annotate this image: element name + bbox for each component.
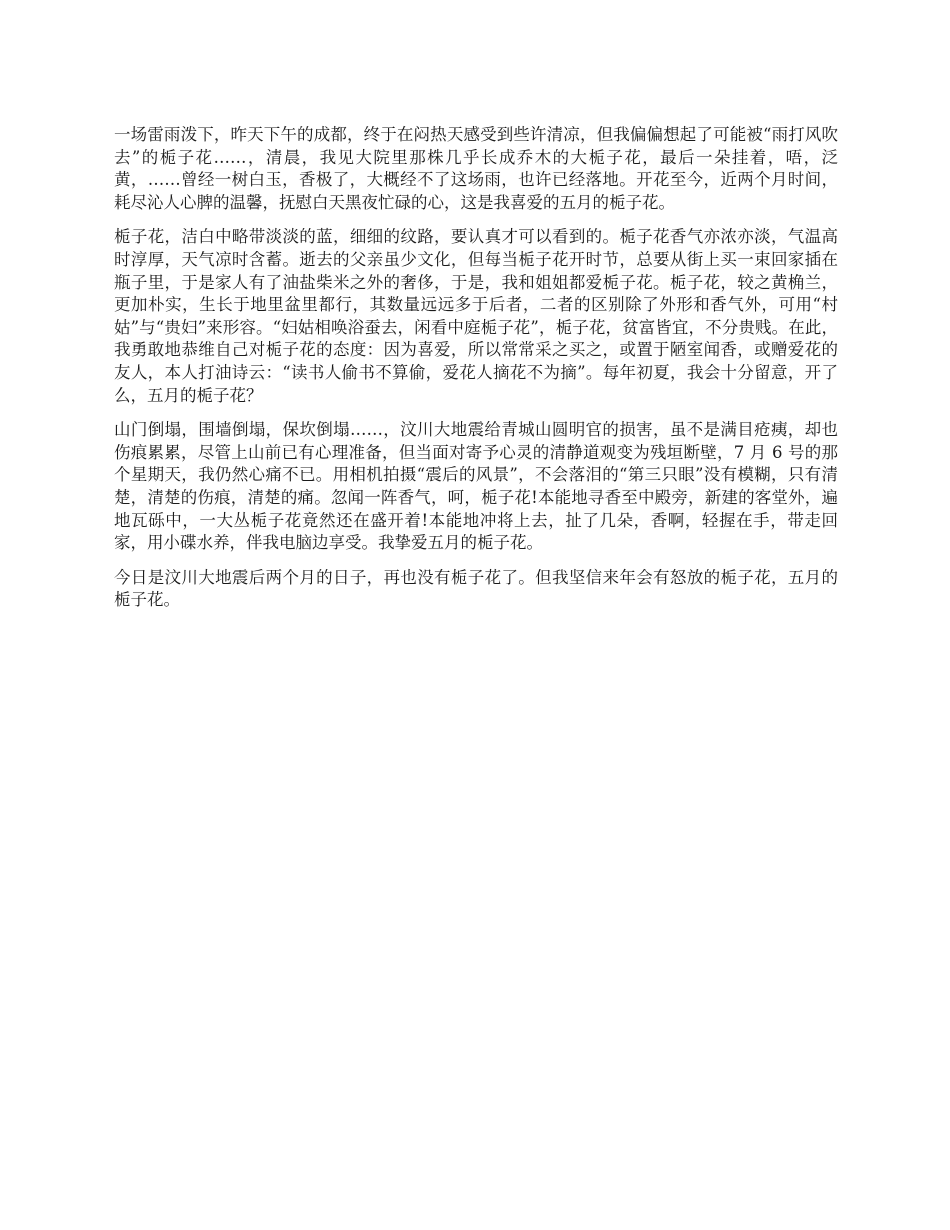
paragraph-2: 栀子花，洁白中略带淡淡的蓝，细细的纹路，要认真才可以看到的。栀子花香气亦浓亦淡，气温高时淳厚，天气凉时含蓄。逝去的父亲虽少文化，但每当栀子花开时节，总要从街上买一束回家插在瓶子里，于是家人有了油盐柴米之外的奢侈，于是，我和姐姐都爱栀子花。栀子花，较之黄桷兰，更加朴实，生长于地里盆里都行，其数量远远多于后者，二者的区别除了外形和香气外，可用“村姑”与“贵妇”来形容。“妇姑相唤浴蚕去，闲看中庭栀子花”，栀子花，贫富皆宜，不分贵贱。在此，我勇敢地恭维自己对栀子花的态度：因为喜爱，所以常常采之买之，或置于陋室闻香，或赠爱花的友人，本人打油诗云：“读书人偷书不算偷，爱花人摘花不为摘”。每年初夏，我会十分留意，开了么，五月的栀子花？ (114, 227, 838, 405)
document-body (114, 124, 838, 624)
paragraph-4: 今日是汶川大地震后两个月的日子，再也没有栀子花了。但我坚信来年会有怒放的栀子花，五月的栀子花。 (114, 567, 838, 610)
paragraph-1: 一场雷雨泼下，昨天下午的成都，终于在闷热天感受到些许清凉，但我偏偏想起了可能被“雨打风吹去”的栀子花……，清晨，我见大院里那株几乎长成乔木的大栀子花，最后一朵挂着，唔，泛黄，……曾经一树白玉，香极了，大概经不了这场雨，也许已经落地。开花至今，近两个月时间，耗尽沁人心脾的温馨，抚慰白天黑夜忙碌的心，这是我喜爱的五月的栀子花。 (114, 125, 838, 212)
paragraph-3: 山门倒塌，围墙倒塌，保坎倒塌……，汶川大地震给青城山圆明官的损害，虽不是满目疮痍，却也伤痕累累，尽管上山前已有心理准备，但当面对寄予心灵的清静道观变为残垣断壁，7 月 6 号的那个星期天，我仍然心痛不已。用相机拍摄“震后的风景”，不会落泪的“第三只眼”没有模糊，只有清楚，清楚的伤痕，清楚的痛。忽闻一阵香气，呵，栀子花!本能地寻香至中殿旁，新建的客堂外，遍地瓦砾中，一大丛栀子花竟然还在盛开着!本能地冲将上去，扯了几朵，香啊，轻握在手，带走回家，用小碟水养，伴我电脑边享受。我挚爱五月的栀子花。 (114, 420, 838, 553)
